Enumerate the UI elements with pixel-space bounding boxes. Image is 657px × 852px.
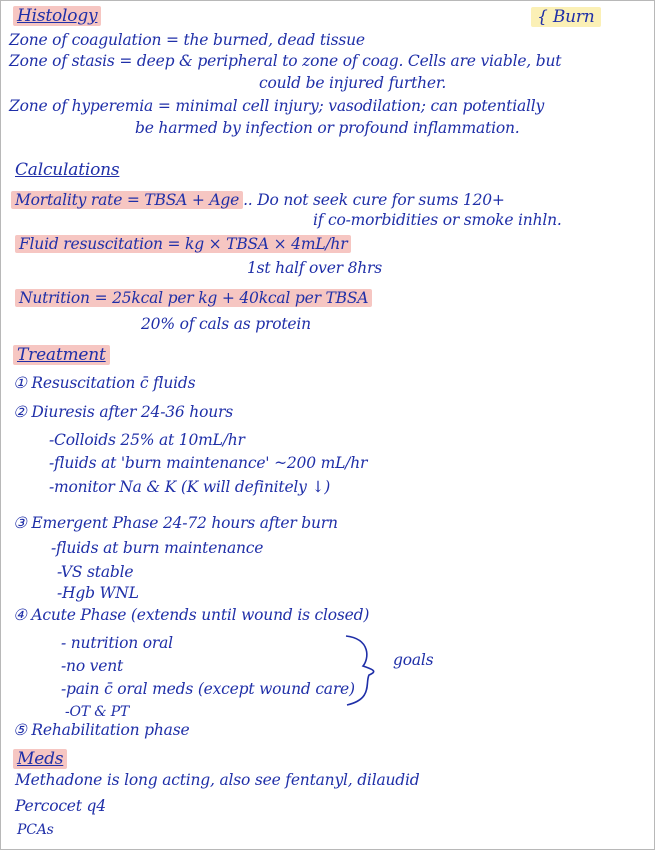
mortality-note: if co-morbidities or smoke inhln. (313, 211, 562, 229)
meds-line: PCAs (17, 822, 54, 838)
treatment-item: -OT & PT (65, 704, 130, 720)
calculations-heading: Calculations (15, 160, 120, 180)
burn-tag: { Burn (531, 8, 601, 26)
treatment-item: -VS stable (57, 563, 134, 581)
treatment-heading: Treatment (13, 346, 110, 364)
treatment-item: ② Diuresis after 24-36 hours (13, 403, 233, 421)
histology-line: could be injured further. (259, 74, 447, 92)
nutrition-note: 20% of cals as protein (141, 315, 311, 333)
fluid-formula: Fluid resuscitation = kg × TBSA × 4mL/hr (15, 235, 351, 253)
meds-line: Percocet q4 (15, 797, 106, 815)
treatment-item: -Hgb WNL (57, 584, 139, 602)
treatment-item: -fluids at 'burn maintenance' ~200 mL/hr (49, 454, 368, 472)
fluid-note: 1st half over 8hrs (247, 259, 383, 277)
treatment-item: ① Resuscitation c̄ fluids (13, 374, 196, 392)
treatment-item: -fluids at burn maintenance (51, 539, 264, 557)
goals-brace (341, 631, 391, 711)
treatment-item: - nutrition oral (61, 634, 173, 652)
nutrition-formula: Nutrition = 25kcal per kg + 40kcal per TBSA (15, 289, 372, 307)
treatment-item: -pain c̄ oral meds (except wound care) (61, 680, 355, 698)
treatment-item: -no vent (61, 657, 124, 675)
meds-line: Methadone is long acting, also see fentanyl, dilaudid (15, 771, 420, 789)
treatment-item: -Colloids 25% at 10mL/hr (49, 431, 245, 449)
histology-line: Zone of stasis = deep & peripheral to zone of coag. Cells are viable, but (9, 52, 562, 70)
treatment-item: ④ Acute Phase (extends until wound is closed) (13, 606, 370, 624)
treatment-item: -monitor Na & K (K will definitely ↓) (49, 478, 331, 496)
histology-heading: Histology (13, 7, 101, 25)
goals-label: goals (393, 651, 434, 669)
histology-line: be harmed by infection or profound inflammation. (135, 119, 520, 137)
treatment-item: ⑤ Rehabilitation phase (13, 721, 190, 739)
histology-line: Zone of coagulation = the burned, dead tissue (9, 31, 365, 49)
histology-line: Zone of hyperemia = minimal cell injury; vasodilation; can potentially (9, 97, 545, 115)
mortality-formula: Mortality rate = TBSA + Age .. Do not seek cure for sums 120+ (11, 191, 505, 209)
treatment-item: ③ Emergent Phase 24-72 hours after burn (13, 514, 338, 532)
meds-heading: Meds (13, 750, 67, 768)
